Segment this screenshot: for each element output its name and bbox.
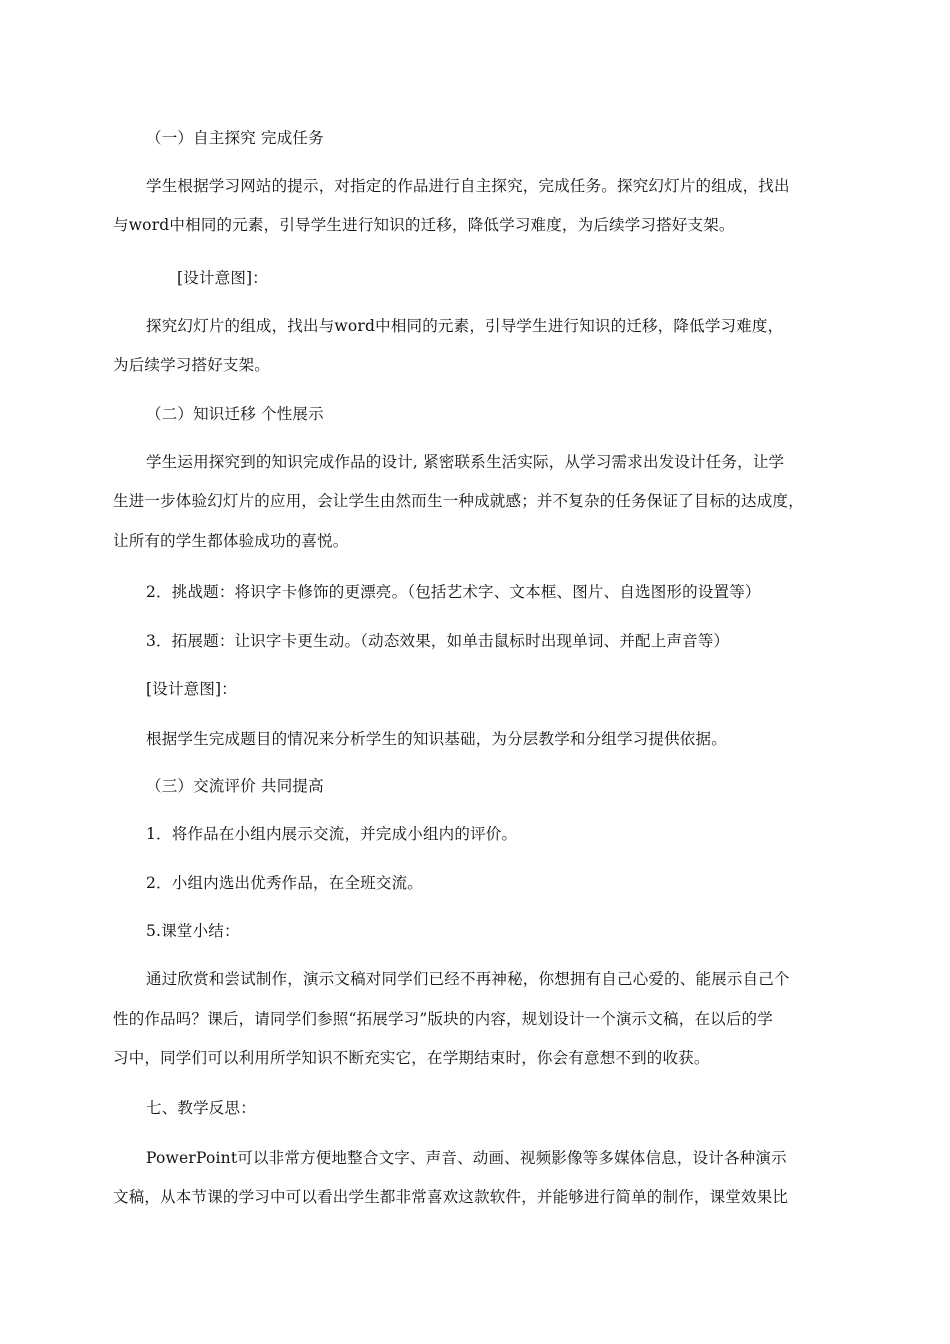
heading-teaching-reflection: 七、教学反思： [146,1099,256,1117]
paragraph-line: 文稿，从本节课的学习中可以看出学生都非常喜欢这款软件，并能够进行简单的制作，课堂效果比 [113,1188,789,1206]
paragraph-line: 习中，同学们可以利用所学知识不断充实它，在学期结束时，你会有意想不到的收获。 [113,1049,710,1067]
list-item-extension: 3．拓展题：让识字卡更生动。（动态效果，如单击鼠标时出现单词、并配上声音等） [146,632,730,650]
paragraph-line: 性的作品吗？课后，请同学们参照“拓展学习”版块的内容，规划设计一个演示文稿，在以后的学 [113,1010,773,1028]
design-intent-label: [设计意图]： [177,269,268,287]
paragraph-line: 与word中相同的元素，引导学生进行知识的迁移，降低学习难度，为后续学习搭好支架。 [113,216,735,234]
heading-class-summary: 5.课堂小结： [146,922,240,940]
paragraph-line: 根据学生完成题目的情况来分析学生的知识基础，为分层教学和分组学习提供依据。 [146,730,727,748]
paragraph-line: 生进一步体验幻灯片的应用，会让学生由然而生一种成就感；并不复杂的任务保证了目标的达成度， [113,492,804,510]
paragraph-line: 探究幻灯片的组成，找出与word中相同的元素，引导学生进行知识的迁移，降低学习难度， [146,317,784,335]
design-intent-label: [设计意图]： [146,680,237,698]
heading-exchange-evaluation: （三）交流评价 共同提高 [146,777,324,795]
list-item-challenge: 2．挑战题：将识字卡修饰的更漂亮。（包括艺术字、文本框、图片、自选图形的设置等） [146,583,761,601]
paragraph-line: 通过欣赏和尝试制作，演示文稿对同学们已经不再神秘，你想拥有自己心爱的、能展示自己个 [146,970,790,988]
paragraph-line: 让所有的学生都体验成功的喜悦。 [113,532,349,550]
heading-self-exploration: （一）自主探究 完成任务 [146,129,324,147]
paragraph-line: PowerPoint可以非常方便地整合文字、声音、动画、视频影像等多媒体信息，设计各种演示 [146,1149,787,1167]
paragraph-line: 学生运用探究到的知识完成作品的设计, 紧密联系生活实际，从学习需求出发设计任务，让学 [146,453,785,471]
heading-knowledge-transfer: （二）知识迁移 个性展示 [146,405,324,423]
paragraph-line: 为后续学习搭好支架。 [113,356,271,374]
list-item: 2．小组内选出优秀作品，在全班交流。 [146,874,423,892]
list-item: 1．将作品在小组内展示交流，并完成小组内的评价。 [146,825,518,843]
paragraph-line: 学生根据学习网站的提示，对指定的作品进行自主探究，完成任务。探究幻灯片的组成，找出 [146,177,790,195]
